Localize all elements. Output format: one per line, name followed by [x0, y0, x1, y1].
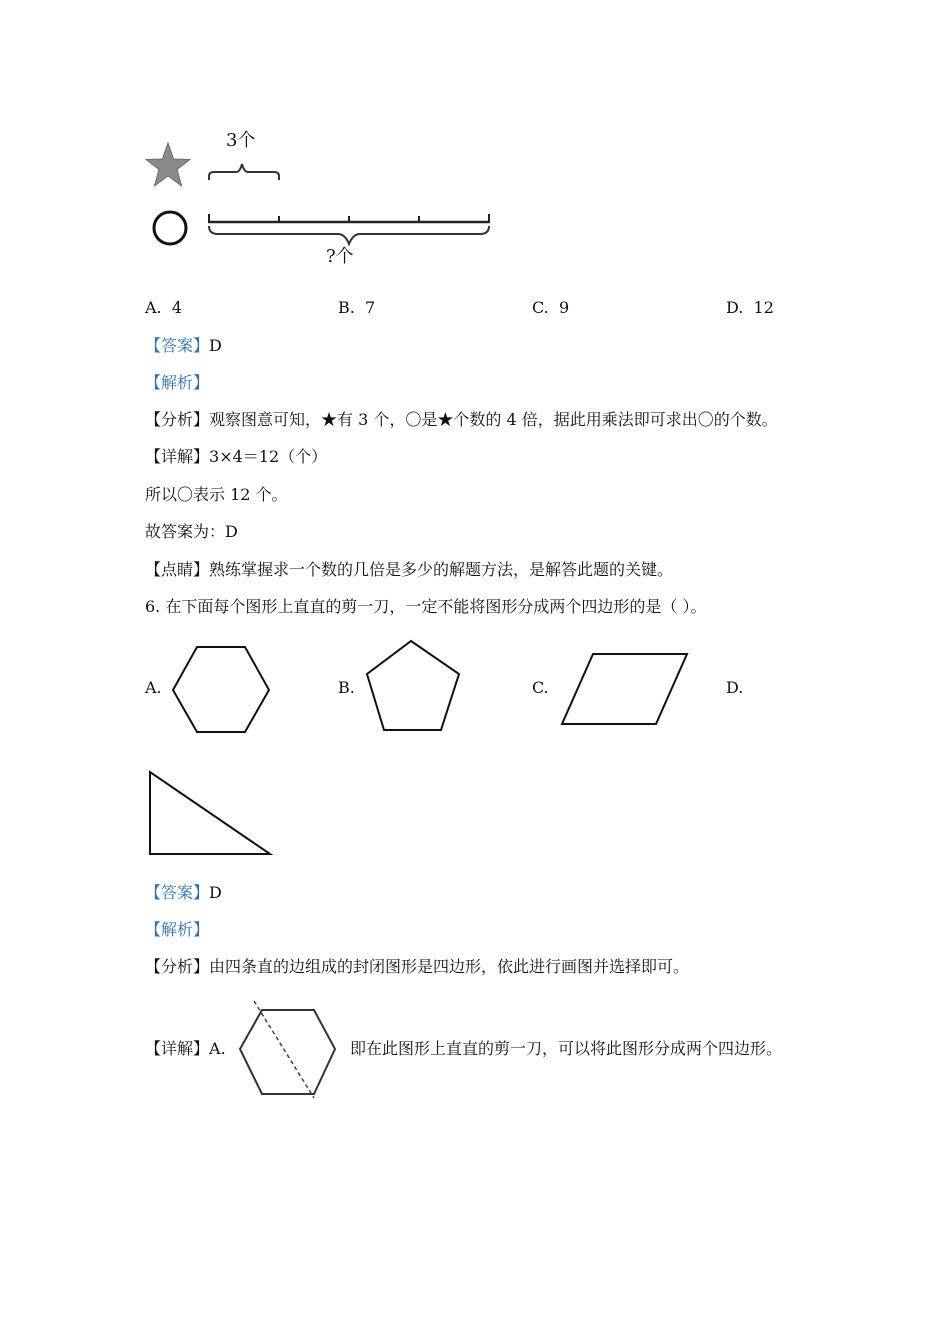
q6-option-b-letter: B.: [338, 678, 355, 697]
q5-circle-icon: [150, 208, 190, 248]
q6-pentagon-shape: [364, 638, 464, 734]
option-value: 12: [753, 298, 774, 317]
xiangjie-prefix: A.: [209, 1039, 226, 1058]
q5-option-d: [726, 298, 774, 318]
q6-option-d-letter: D.: [726, 678, 744, 697]
dianjing-tag: 【点睛】: [145, 560, 210, 579]
option-value: 4: [171, 298, 182, 317]
q5-star-label: 3个: [226, 130, 256, 151]
dianjing-text: 熟练掌握求一个数的几倍是多少的解题方法，是解答此题的关键。: [209, 560, 674, 579]
q6-question: 6. 在下面每个图形上直直的剪一刀，一定不能将图形分成两个四边形的是（ ）。: [145, 597, 707, 616]
q6-hexagon-shape: [168, 644, 274, 736]
q5-dianjing: [145, 560, 673, 580]
xiangjie-tag: 【详解】: [145, 447, 210, 466]
option-value: 7: [365, 298, 376, 317]
q5-option-c: [532, 298, 569, 318]
q5-option-b: [338, 298, 375, 318]
q6-parallelogram-shape: [558, 650, 692, 728]
xiangjie-text: 3×4＝12（个）: [209, 447, 328, 466]
q5-star-icon: [144, 142, 192, 188]
q5-line2: 故答案为：D: [145, 522, 238, 541]
q6-fenxi: [145, 957, 689, 977]
q6-xiangjie-text: 即在此图形上直直的剪一刀，可以将此图形分成两个四边形。: [350, 1039, 783, 1058]
fenxi-text: 由四条直的边组成的封闭图形是四边形，依此进行画图并选择即可。: [209, 957, 690, 976]
fenxi-tag: 【分析】: [145, 957, 210, 976]
q5-analysis-tag: 【解析】: [145, 373, 210, 392]
option-letter: B.: [338, 298, 355, 317]
q5-circle-brace: [206, 224, 492, 248]
q5-answer: [145, 336, 222, 356]
answer-tag: 【答案】: [145, 883, 210, 902]
answer-tag: 【答案】: [145, 336, 210, 355]
q6-option-c-letter: C.: [532, 678, 549, 697]
q5-option-a: [145, 298, 182, 318]
q6-hexagon-cut-figure: [234, 1000, 340, 1100]
q6-xiangjie: [145, 1039, 226, 1059]
q5-star-brace: [206, 160, 282, 184]
option-letter: D.: [726, 298, 744, 317]
fenxi-tag: 【分析】: [145, 410, 210, 429]
xiangjie-tag: 【详解】: [145, 1039, 210, 1058]
option-value: 9: [558, 298, 570, 317]
q5-fenxi: [145, 410, 778, 430]
q6-analysis-tag: 【解析】: [145, 920, 210, 939]
fenxi-text: 观察图意可知，★有 3 个，〇是★个数的 4 倍，据此用乘法即可求出〇的个数。: [209, 410, 778, 429]
q5-circle-label: ?个: [326, 246, 354, 267]
option-letter: A.: [145, 298, 162, 317]
q5-xiangjie: [145, 447, 327, 467]
q6-triangle-shape: [146, 768, 274, 858]
answer-text: D: [209, 883, 222, 902]
q6-option-a-letter: A.: [145, 678, 162, 697]
option-letter: C.: [532, 298, 549, 317]
q5-line1: 所以〇表示 12 个。: [145, 485, 288, 504]
answer-text: D: [209, 336, 222, 355]
q6-answer: [145, 883, 222, 903]
